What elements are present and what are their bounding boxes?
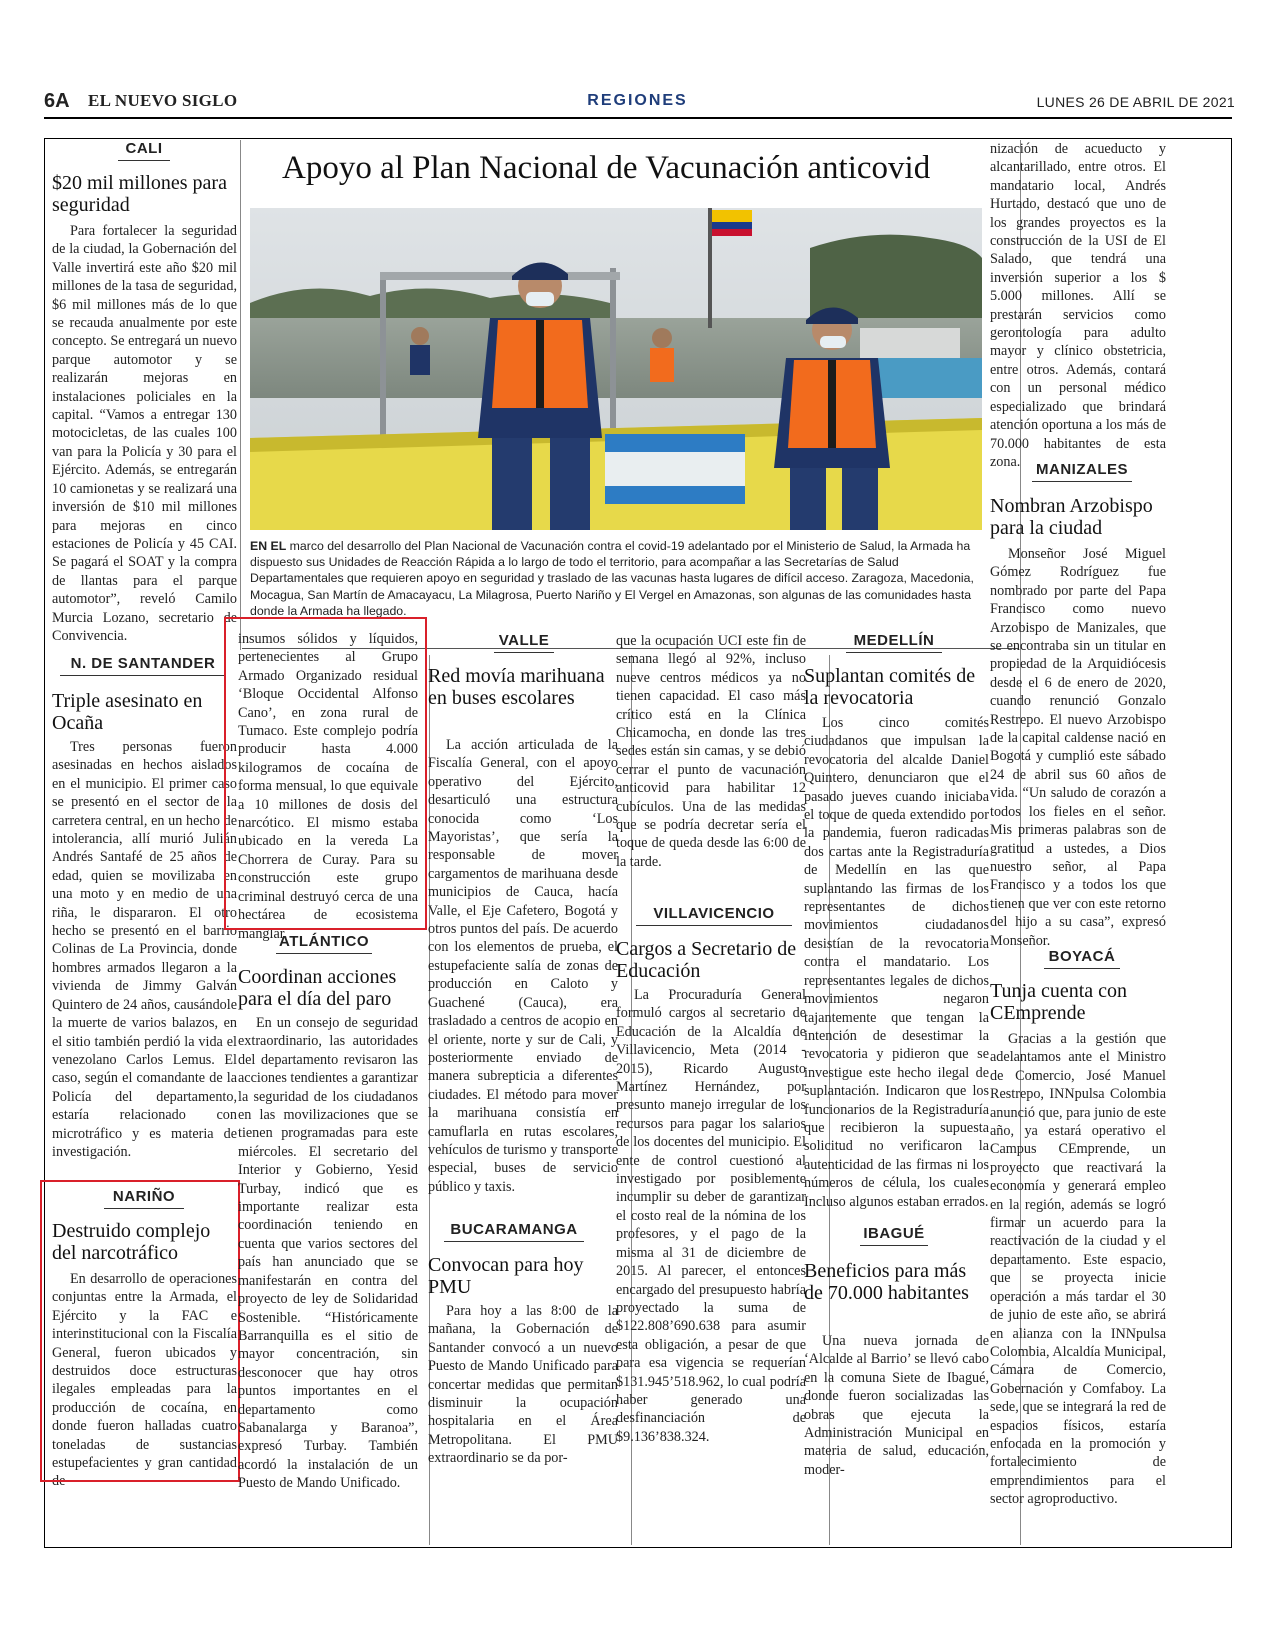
column-rule [240, 140, 241, 650]
headline-valle: Red movía marihuana en buses escolares [428, 665, 605, 709]
page-number: 6A [44, 90, 70, 112]
section-name: REGIONES [587, 92, 688, 109]
article-medellin: Los cinco comités ciudadanos que impulsan la revocatoria del alcalde Daniel Quintero, denunciaron que el pasado jueves cuando iniciaba el toque de queda extendido por la pandemia, fueron radicadas dos cartas ante la Registraduría de Medellín en las que suplantando las firmas de los representantes de dichos movimientos ciudadanos desistían de la revocatoria contra el mandatario. Los representantes legales de dichos movimientos negaron tajantemente que tengan la intención de desestimar la revocatoria y pidieron que se investigue este hecho ilegal de suplantación. Indicaron que los funcionarios de la Registraduría que recibieron la supuesta solicitud no verificaron la autenticidad de las firmas ni los números de célula, los cuales Incluso algunos estaban errados. [804, 715, 989, 1210]
article-bucaramanga: Para hoy a las 8:00 de la mañana, la Gobernación de Santander convocó a un nuevo Puesto de Mando Unificado para concertar medidas que permitan disminuir la ocupación hospitalaria en el Área Metropolitana. El PMU extraordinario se da por- [428, 1303, 618, 1467]
article-narino: En desarrollo de operaciones conjuntas entre la Armada, el Ejército y la FAC e interinstitucional con la Fiscalía General, fueron ubicados y destruidos doce estructuras ilegales empleadas para la producción de cocaína, en donde fueron halladas cuatro toneladas de sustancias estupefacientes y gran cantidad de [52, 1271, 237, 1490]
article-bucaramanga-continued: que la ocupación UCI este fin de semana llegó al 92%, incluso nueve centros médicos ya no tienen capacidad. El caso más crítico está en la Clínica Chicamocha, en donde las tres sedes están sin camas, y se debió cerrar el punto de vacunación anticovid para habilitar 12 cubículos. Una de las medidas que se podría decretar sería el toque de queda desde las 6:00 de la tarde. [616, 633, 806, 870]
headline-cali: $20 mil millones para seguridad [52, 172, 227, 216]
headline-santander: Triple asesinato en Ocaña [52, 690, 203, 734]
section-manizales: MANIZALES [1032, 461, 1132, 482]
section-santander: N. DE SANTANDER [60, 655, 226, 676]
headline-atlantico: Coordinan acciones para el día del paro [238, 966, 397, 1010]
caption-lead: EN EL [250, 539, 287, 553]
section-medellin: MEDELLÍN [846, 632, 942, 653]
section-cali: CALI [118, 140, 170, 161]
headline-narino: Destruido complejo del narcotráfico [52, 1220, 211, 1264]
newspaper-name: EL NUEVO SIGLO [88, 91, 238, 110]
section-villavicencio: VILLAVICENCIO [636, 905, 792, 926]
issue-date: LUNES 26 DE ABRIL DE 2021 [1036, 94, 1235, 110]
article-villavicencio: La Procuraduría General formuló cargos al secretario de Educación de la Alcaldía de Villavicencio, Meta (2014 - 2015), Ricardo Augusto Martínez Hernández, por presunto manejo irregular de los recursos para pagar los salarios de los docentes del municipio. El ente de control cuestionó al investigado por posiblemente incumplir su deber de garantizar el costo real de la nómina de los profesores, y el pago de la misma al 31 de diciembre de 2015. Al parecer, el entonces encargado del presupuesto habría proyectado la suma de $122.808’690.638 para asumir esta obligación, a pesar de que para esa vigencia se requerían $131.945’518.962, lo cual podría haber generado una desfinanciación de $9.136’838.324. [616, 987, 806, 1445]
section-boyaca: BOYACÁ [1044, 948, 1120, 969]
section-atlantico: ATLÁNTICO [276, 933, 372, 954]
headline-ibague: Beneficios para más de 70.000 habitantes [804, 1260, 969, 1304]
headline-bucaramanga: Convocan para hoy PMU [428, 1254, 584, 1298]
caption-text: marco del desarrollo del Plan Nacional de Vacunación contra el covid-19 adelantado por el Ministerio de Salud, la Armada ha dispuesto sus Unidades de Reacción Rápida a lo largo de todo el territorio, para acompañar a las Secretarías de Salud Departamentales que requieren apoyo en seguridad y traslado de las vacunas hasta lugares de difícil acceso. Zaragoza, Macedonia, Mocagua, San Martín de Amacayacu, La Milagrosa, Puerto Nariño y El Vergel en Amazonas, son algunas de las comunidades hasta donde la Armada ha llegado. [250, 539, 974, 618]
main-title: Apoyo al Plan Nacional de Vacunación anticovid [282, 150, 931, 186]
section-narino: NARIÑO [104, 1188, 184, 1209]
article-cali: Para fortalecer la seguridad de la ciudad, la Gobernación del Valle invertirá este año $20 mil millones de la tasa de seguridad, $6 mil millones más de lo que se recauda anualmente por este concepto. Se entregará un nuevo parque automotor y se realizarán mejoras en instalaciones policiales en la capital. “Vamos a entregar 130 motocicletas, de las cuales 100 van para la Policía y 30 para el Ejército. Además, se entregarán 10 camionetas y se realizará una inversión de $10 mil millones para mejoras en cinco estaciones de Policía y 45 CAI. Se pagará el SOAT y la compra de llantas para el parque automotor”, reveló Camilo Murcia Lozano, secretario de Convivencia. [52, 223, 237, 644]
photo-armada-vaccines [250, 208, 982, 530]
section-valle: VALLE [494, 632, 554, 653]
article-ibague: Una nueva jornada de ‘Alcalde al Barrio’ se llevó cabo en la comuna Siete de Ibagué, donde fueron socializadas las obras que ejecuta la Administración Municipal en materia de salud, educación, moder- [804, 1333, 989, 1478]
article-santander: Tres personas fueron asesinadas en hechos aislados en el municipio. El primer caso se presentó en el sector de la carretera central, en un hecho de intolerancia, allí murió Julián Andrés Santafé de 25 años de edad, quien se movilizaba en una moto y en medio de una riña, le dispararon. El otro hecho se presentó en el barrio Colinas de La Provincia, donde hombres armados llegaron a la vivienda de Jimmy Galván Quintero de 24 años, causándole la muerte de varios balazos, en el sitio también perdió la vida el venezolano Carlos Lemus. El caso, según el comandante de la Policía del departamento, estaría relacionado con microtráfico y es materia de investigación. [52, 739, 237, 1160]
headline-villavicencio: Cargos a Secretario de Educación [616, 938, 797, 982]
headline-boyaca: Tunja cuenta con CEmprende [990, 980, 1128, 1024]
highlight-box-narino [40, 1180, 240, 1490]
article-valle: La acción articulada de la Fiscalía General, con el apoyo operativo del Ejército, desarticuló una estructura conocida como ‘Los Mayoristas’, que sería la responsable de mover cargamentos de marihuana desde municipios de Cauca, hacía Valle, el Eje Cafetero, Bogotá y otros puntos del país. De acuerdo con los elementos de prueba, el estupefaciente salía de zonas de producción en Caloto y Guachené (Cauca), era trasladado a centros de acopio en el oriente, norte y sur de Cali, y posteriormente enviado de manera subrepticia a diferentes ciudades. El método para mover la marihuana consistía en camuflarla en rutas escolares, vehículos de turismo y transporte especial, buses de servicio público y taxis. [428, 737, 618, 1195]
article-ibague-continued: nización de acueducto y alcantarillado, entre otros. El mandatario local, Andrés Hurtado, destacó que uno de los grandes proyectos es la construcción de la USI de El Salado, que tendrá una inversión superior a los $ 5.000 millones. Allí se prestarán servicios como gerontología para adulto mayor y clínico obstetricia, entre otros. Además, contará con un personal médico especializado que brindará atención oportuna a los más de 70.000 habitantes de esta zona. [990, 141, 1166, 470]
headline-manizales: Nombran Arzobispo para la ciudad [990, 495, 1153, 539]
article-atlantico: En un consejo de seguridad extraordinario, las autoridades del departamento revisaron las acciones tendientes a garantizar la seguridad de los ciudadanos en las movilizaciones que se tienen programadas para este miércoles. El secretario del Interior y Gobierno, Yesid Turbay, indicó que es importante realizar esta coordinación teniendo en cuenta que varios sectores del país han anunciado que se manifestarán en contra del proyecto de ley de Solidaridad Sostenible. “Históricamente Barranquilla es el sitio de mayor concentración, sin desconocer que hay otros puntos importantes en el departamento como Sabanalarga y Baranoa”, expresó Turbay. También acordó la instalación de un Puesto de Mando Unificado. [238, 1015, 419, 1492]
header-rule [44, 117, 1232, 119]
photo-caption [250, 538, 982, 619]
section-ibague: IBAGUÉ [860, 1225, 928, 1246]
article-manizales: Monseñor José Miguel Gómez Rodríguez fue nombrado por parte del Papa Francisco como nuevo Arzobispo de Manizales, que se encontraba sin un titular en propiedad de la Arquidiócesis desde el 6 de enero de 2020, cuando renunció Gonzalo Restrepo. El nuevo Arzobispo de la capital caldense nació en Bogotá y cumplió este sábado 24 de abril sus 60 años de vida. “Un saludo de corazón a todos los fieles en el señor. Mis primeras palabras son de gratitud a ustedes, a Dios nuestro señor, al Papa Francisco y a todos los que tienen que ver con este retorno del hijo a su casa”, expresó Monseñor. [990, 546, 1166, 949]
section-bucaramanga: BUCARAMANGA [444, 1221, 584, 1242]
article-narino-continued: insumos sólidos y líquidos, pertenecientes al Grupo Armado Organizado residual ‘Bloque Occidental Alfonso Cano’, en zona rural de Tumaco. Este complejo podría producir hasta 4.000 kilogramos de cocaína de forma mensual, lo que equivale a 10 millones de dosis del narcótico. El mismo estaba ubicado en la vereda La Chorrera de Curay. Para su construcción este grupo criminal destruyó cerca de una hectárea de ecosistema manglar. [238, 631, 418, 942]
headline-medellin: Suplantan comités de la revocatoria [804, 665, 976, 709]
news-photo [250, 208, 982, 530]
article-boyaca: Gracias a la gestión que adelantamos ante el Ministro de Comercio, José Manuel Restrepo, INNpulsa Colombia anunció que, para junio de este año, ya estará operativo el Campus CEmprende, un proyecto que reactivará la economía y generará empleo en la región, además se logró firmar un acuerdo para la reactivación de la ciudad y el departamento. Este espacio, que se proyecta inicie operación a más tardar el 30 de junio de este año, se abrirá en alianza con la INNpulsa Colombia, Alcaldía Municipal, Cámara de Comercio, Gobernación y Comfaboy. La sede, que se integrará la red de espacios físicos, estaría enfocada en la promoción y fortalecimiento de emprendimientos para el sector agroproductivo. [990, 1031, 1166, 1508]
